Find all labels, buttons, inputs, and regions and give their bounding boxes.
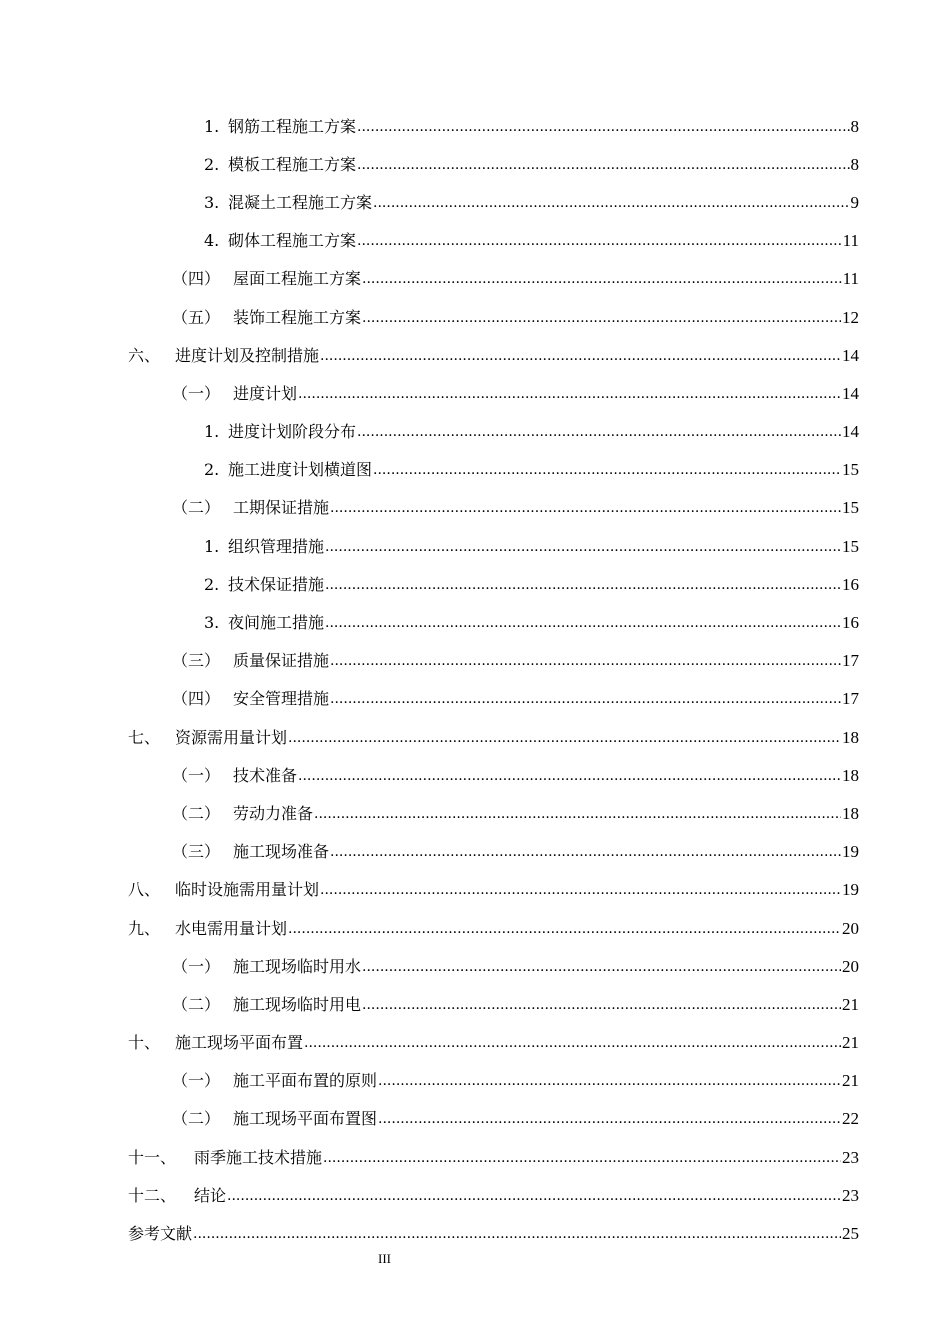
- toc-entry-number: （二）: [172, 1109, 221, 1129]
- toc-entry-line: [128, 919, 859, 940]
- toc-entry-page-number: 17: [842, 651, 859, 671]
- toc-entry-page-number: 14: [842, 422, 859, 442]
- toc-dot-leader: [357, 154, 849, 175]
- toc-entry[interactable]: [0, 337, 950, 375]
- toc-entry-page-number: 18: [842, 727, 859, 747]
- toc-entry[interactable]: [0, 375, 950, 413]
- toc-entry-title: 施工现场平面布置: [175, 1033, 304, 1053]
- toc-entry[interactable]: [0, 1101, 950, 1139]
- toc-entry-line: [172, 1109, 859, 1130]
- toc-dot-leader: [362, 268, 842, 289]
- toc-entry[interactable]: [0, 490, 950, 528]
- toc-dot-leader: [288, 918, 841, 939]
- toc-entry[interactable]: [0, 184, 950, 222]
- toc-entry[interactable]: [0, 948, 950, 986]
- toc-entry-title: 施工现场临时用电: [233, 994, 362, 1014]
- toc-dot-leader: [362, 994, 841, 1015]
- toc-entry-page-number: 17: [842, 689, 859, 709]
- toc-entry[interactable]: [0, 681, 950, 719]
- toc-entry-number: （一）: [172, 956, 221, 976]
- toc-entry-page-number: 15: [842, 498, 859, 518]
- toc-entry-number: 九、: [128, 918, 161, 938]
- toc-entry[interactable]: [0, 1063, 950, 1101]
- toc-dot-leader: [330, 497, 841, 518]
- toc-dot-leader: [320, 879, 841, 900]
- toc-entry-page-number: 19: [842, 842, 859, 862]
- toc-entry-line: [172, 498, 859, 519]
- toc-entry-title: 安全管理措施: [233, 689, 330, 709]
- toc-entry-title: 屋面工程施工方案: [233, 269, 362, 289]
- toc-entry-title: 雨季施工技术措施: [194, 1147, 323, 1167]
- toc-entry-number: （四）: [172, 689, 221, 709]
- toc-entry-number: （二）: [172, 803, 221, 823]
- toc-entry-page-number: 8: [850, 154, 859, 174]
- toc-entry-page-number: 16: [842, 613, 859, 633]
- toc-entry-page-number: 18: [842, 803, 859, 823]
- toc-entry-number: 3.: [204, 192, 220, 212]
- toc-entry-title: 技术准备: [233, 765, 298, 785]
- toc-entry[interactable]: [0, 223, 950, 261]
- toc-entry-title: 模板工程施工方案: [228, 154, 357, 174]
- toc-dot-leader: [298, 765, 841, 786]
- toc-entry-title: 工期保证措施: [233, 498, 330, 518]
- toc-entry-page-number: 14: [842, 383, 859, 403]
- toc-entry[interactable]: [0, 795, 950, 833]
- toc-entry-title: 装饰工程施工方案: [233, 307, 362, 327]
- toc-entry-page-number: 14: [842, 345, 859, 365]
- toc-entry-number: 2.: [204, 154, 220, 174]
- toc-entry-page-number: 20: [842, 956, 859, 976]
- toc-dot-leader: [373, 459, 841, 480]
- toc-entry-page-number: 25: [842, 1224, 859, 1244]
- toc-entry-line: [172, 957, 859, 978]
- toc-dot-leader: [288, 727, 841, 748]
- toc-entry-title: 施工现场平面布置图: [233, 1109, 378, 1129]
- toc-entry-line: [204, 193, 859, 214]
- toc-entry-page-number: 8: [850, 116, 859, 136]
- toc-entry-page-number: 15: [842, 460, 859, 480]
- toc-entry-line: [204, 537, 859, 558]
- toc-entry-page-number: 20: [842, 918, 859, 938]
- toc-dot-leader: [330, 650, 841, 671]
- toc-entry-line: [128, 1224, 859, 1245]
- toc-dot-leader: [325, 536, 841, 557]
- toc-entry[interactable]: [0, 1025, 950, 1063]
- toc-entry-number: 十一、: [128, 1147, 177, 1167]
- toc-entry-page-number: 9: [850, 192, 859, 212]
- toc-entry-title: 组织管理措施: [228, 536, 325, 556]
- toc-dot-leader: [304, 1032, 841, 1053]
- toc-entry[interactable]: [0, 299, 950, 337]
- toc-dot-leader: [378, 1070, 841, 1091]
- toc-entry-title: 施工平面布置的原则: [233, 1071, 378, 1091]
- toc-entry-title: 施工现场临时用水: [233, 956, 362, 976]
- toc-entry-number: 八、: [128, 880, 161, 900]
- toc-entry-page-number: 21: [842, 1071, 859, 1091]
- toc-dot-leader: [362, 307, 841, 328]
- toc-entry[interactable]: [0, 414, 950, 452]
- toc-entry-line: [128, 728, 859, 749]
- toc-entry[interactable]: [0, 452, 950, 490]
- toc-entry-number: （一）: [172, 1071, 221, 1091]
- toc-entry-title: 夜间施工措施: [228, 613, 325, 633]
- toc-entry-number: 六、: [128, 345, 161, 365]
- toc-entry-number: 2.: [204, 574, 220, 594]
- toc-entry-line: [172, 995, 859, 1016]
- toc-entry-line: [128, 1148, 859, 1169]
- toc-entry-number: （二）: [172, 498, 221, 518]
- toc-entry-line: [172, 384, 859, 405]
- toc-entry-line: [128, 346, 859, 367]
- toc-entry-title: 混凝土工程施工方案: [228, 192, 373, 212]
- toc-entry[interactable]: [0, 643, 950, 681]
- toc-entry-title: 技术保证措施: [228, 574, 325, 594]
- toc-dot-leader: [314, 803, 841, 824]
- toc-entry-page-number: 12: [842, 307, 859, 327]
- toc-entry[interactable]: [0, 528, 950, 566]
- toc-entry-title: 参考文献: [128, 1224, 193, 1244]
- toc-entry-title: 劳动力准备: [233, 803, 314, 823]
- toc-entry-line: [204, 155, 859, 176]
- toc-entry-title: 水电需用量计划: [175, 918, 288, 938]
- toc-entry-number: 1.: [204, 536, 220, 556]
- toc-dot-leader: [357, 421, 841, 442]
- toc-entry-number: 十、: [128, 1033, 161, 1053]
- toc-dot-leader: [325, 574, 841, 595]
- toc-dot-leader: [323, 1147, 841, 1168]
- toc-entry[interactable]: [0, 834, 950, 872]
- toc-entry-line: [204, 117, 859, 138]
- toc-entry-page-number: 18: [842, 765, 859, 785]
- toc-entry-page-number: 23: [842, 1185, 859, 1205]
- toc-entry-number: 1.: [204, 422, 220, 442]
- toc-entry-line: [172, 269, 859, 290]
- toc-entry-number: （二）: [172, 994, 221, 1014]
- toc-entry-title: 钢筋工程施工方案: [228, 116, 357, 136]
- toc-entry-line: [172, 308, 859, 329]
- toc-entry-title: 临时设施需用量计划: [175, 880, 320, 900]
- toc-entry-number: （一）: [172, 383, 221, 403]
- toc-entry-line: [128, 1186, 859, 1207]
- toc-dot-leader: [330, 688, 841, 709]
- toc-entry-line: [172, 842, 859, 863]
- toc-entry-number: （五）: [172, 307, 221, 327]
- toc-entry-title: 进度计划: [233, 383, 298, 403]
- toc-entry[interactable]: [0, 604, 950, 642]
- toc-entry[interactable]: [0, 910, 950, 948]
- toc-dot-leader: [320, 345, 841, 366]
- toc-entry-line: [204, 613, 859, 634]
- toc-entry-title: 砌体工程施工方案: [228, 231, 357, 251]
- toc-entry-number: 2.: [204, 460, 220, 480]
- toc-dot-leader: [325, 612, 841, 633]
- toc-entry-number: 1.: [204, 116, 220, 136]
- toc-entry-number: 十二、: [128, 1185, 177, 1205]
- toc-entry[interactable]: [0, 986, 950, 1024]
- toc-entry-line: [204, 460, 859, 481]
- toc-entry-title: 结论: [194, 1185, 227, 1205]
- toc-dot-leader: [330, 841, 841, 862]
- toc-entry[interactable]: [0, 566, 950, 604]
- toc-entry-page-number: 21: [842, 994, 859, 1014]
- toc-entry-line: [172, 1071, 859, 1092]
- toc-entry-line: [172, 766, 859, 787]
- toc-entry-line: [172, 804, 859, 825]
- toc-entry-page-number: 11: [842, 269, 859, 289]
- toc-entry[interactable]: [0, 108, 950, 146]
- toc-dot-leader: [357, 116, 849, 137]
- toc-entry-title: 施工现场准备: [233, 842, 330, 862]
- toc-entry-line: [204, 575, 859, 596]
- toc-entry-title: 进度计划及控制措施: [175, 345, 320, 365]
- toc-entry[interactable]: [0, 1139, 950, 1177]
- toc-entry-page-number: 11: [842, 231, 859, 251]
- toc-entry-number: 3.: [204, 613, 220, 633]
- toc-entry-page-number: 16: [842, 574, 859, 594]
- toc-entry[interactable]: [0, 757, 950, 795]
- toc-entry-line: [128, 880, 859, 901]
- page-footer-number: III: [378, 1251, 391, 1266]
- toc-entry[interactable]: [0, 872, 950, 910]
- toc-entry-line: [204, 422, 859, 443]
- toc-dot-leader: [298, 383, 841, 404]
- toc-entry-page-number: 21: [842, 1033, 859, 1053]
- toc-entry-line: [128, 1033, 859, 1054]
- toc-dot-leader: [357, 230, 842, 251]
- toc-entry-number: 4.: [204, 231, 220, 251]
- toc-entry-page-number: 19: [842, 880, 859, 900]
- toc-entry-line: [172, 651, 859, 672]
- toc-entry-line: [204, 231, 859, 252]
- toc-entry-line: [172, 689, 859, 710]
- table-of-contents: [0, 108, 950, 1254]
- toc-dot-leader: [227, 1185, 841, 1206]
- toc-entry[interactable]: [0, 719, 950, 757]
- toc-entry-title: 进度计划阶段分布: [228, 422, 357, 442]
- toc-entry[interactable]: [0, 261, 950, 299]
- toc-entry-title: 资源需用量计划: [175, 727, 288, 747]
- toc-entry-number: （三）: [172, 842, 221, 862]
- toc-entry-number: （一）: [172, 765, 221, 785]
- toc-entry-page-number: 23: [842, 1147, 859, 1167]
- toc-dot-leader: [378, 1108, 841, 1129]
- toc-entry[interactable]: [0, 146, 950, 184]
- toc-entry-page-number: 15: [842, 536, 859, 556]
- toc-entry[interactable]: [0, 1177, 950, 1215]
- toc-entry-number: （三）: [172, 651, 221, 671]
- toc-entry[interactable]: [0, 1215, 950, 1253]
- toc-dot-leader: [373, 192, 849, 213]
- toc-dot-leader: [193, 1223, 841, 1244]
- toc-entry-title: 施工进度计划横道图: [228, 460, 373, 480]
- toc-dot-leader: [362, 956, 841, 977]
- toc-entry-number: （四）: [172, 269, 221, 289]
- toc-entry-number: 七、: [128, 727, 161, 747]
- toc-entry-page-number: 22: [842, 1109, 859, 1129]
- toc-entry-title: 质量保证措施: [233, 651, 330, 671]
